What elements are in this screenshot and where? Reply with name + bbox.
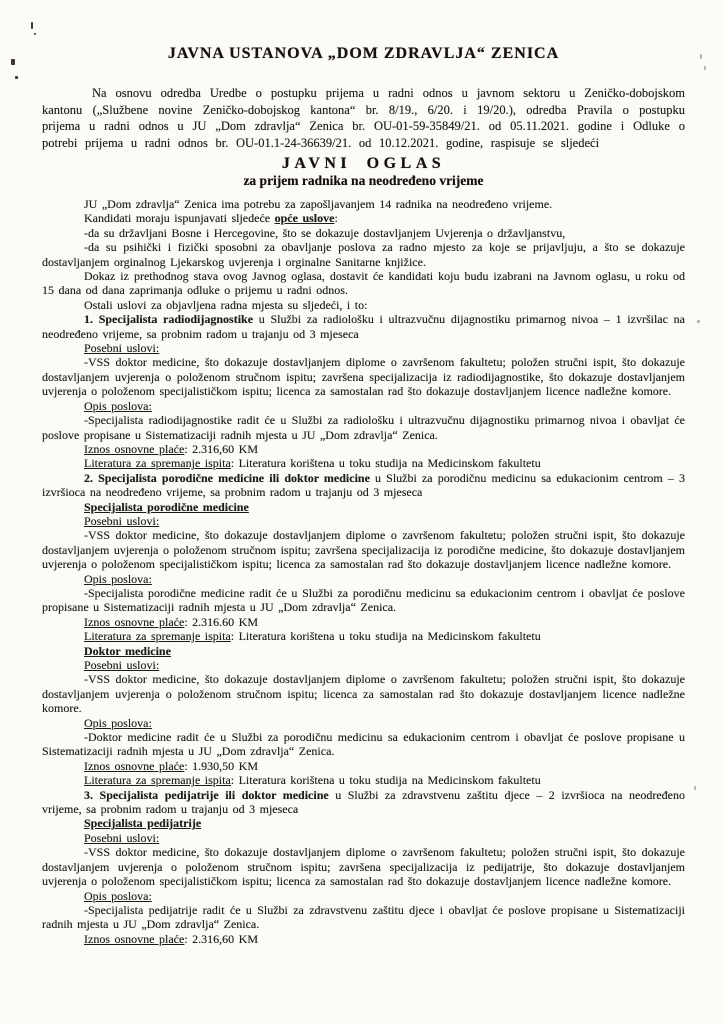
text-segment: u Službi za zdravstvenu zaštitu djece – 2 izvršioca na neodređeno vrijeme, sa probnim radom u trajanju od 3 mjeseca bbox=[42, 787, 685, 817]
text-segment: opće uslove bbox=[274, 211, 335, 226]
paragraph bbox=[42, 500, 685, 514]
paragraph bbox=[42, 730, 685, 759]
paragraph bbox=[42, 471, 685, 500]
paragraph bbox=[42, 716, 685, 730]
text-segment: -da su državljani Bosne i Hercegovine, što se dokazuje dostavljanjem Uvjerenja o državljanstvu, bbox=[84, 225, 566, 240]
text-segment: : Literatura korištena u toku studija na Medicinskom fakultetu bbox=[230, 456, 541, 471]
text-segment: Literatura za spremanje ispita bbox=[84, 456, 231, 471]
text-segment: 2. Specijalista porodične medicine ili doktor medicine bbox=[84, 470, 370, 485]
text-segment: Posebni uslovi: bbox=[84, 341, 160, 356]
paragraph bbox=[42, 889, 685, 903]
text-segment: -Specijalista porodične medicine radit će u Službi za porodičnu medicinu sa edukacionim centrom i obavljat će poslove propisane u Sistematizaciji radnih mjesta u JU „Dom zdravlja“ Zenica. bbox=[42, 585, 685, 615]
text-segment: Opis poslova: bbox=[84, 715, 152, 730]
scan-artifact bbox=[697, 320, 700, 323]
text-segment: -VSS doktor medicine, što dokazuje dostavljanjem diplome o završenom fakultetu; položen stručni ispit, što dokazuje dostavljanjem uvjerenja o položenom stručnom ispitu; licenca za samostalan rad što dokazuje dostavljanjem licence nadležne komore. bbox=[42, 672, 685, 716]
text-segment: : 1.930,50 KM bbox=[184, 758, 258, 773]
text-segment: Specijalista pedijatrije bbox=[84, 816, 202, 831]
paragraph bbox=[42, 932, 685, 946]
paragraph bbox=[42, 788, 685, 817]
scan-artifact bbox=[34, 33, 36, 35]
text-segment: : Literatura korištena u toku studija na Medicinskom fakultetu bbox=[230, 629, 541, 644]
text-segment: : 2.316,60 KM bbox=[184, 441, 258, 456]
text-segment: Ostali uslovi za objavljena radna mjesta su sljedeći, i to: bbox=[84, 297, 368, 312]
paragraph bbox=[42, 572, 685, 586]
scan-artifact bbox=[694, 786, 696, 790]
text-segment: Iznos osnovne plaće bbox=[84, 931, 185, 946]
text-segment: : 2.316,60 KM bbox=[184, 931, 258, 946]
paragraph bbox=[42, 413, 685, 442]
text-segment: Iznos osnovne plaće bbox=[84, 758, 185, 773]
text-segment: : bbox=[334, 211, 338, 226]
text-segment: Iznos osnovne plaće bbox=[84, 441, 185, 456]
text-segment: Opis poslova: bbox=[84, 571, 152, 586]
text-segment: 3. Specijalista pedijatrije ili doktor medicine bbox=[84, 787, 329, 802]
paragraph bbox=[42, 773, 685, 787]
text-segment: Posebni uslovi: bbox=[84, 830, 160, 845]
scan-artifact bbox=[11, 59, 15, 65]
paragraph bbox=[42, 845, 685, 888]
paragraph bbox=[42, 586, 685, 615]
paragraph bbox=[42, 514, 685, 528]
paragraph bbox=[42, 903, 685, 932]
text-segment: u Službi za porodičnu medicinu sa edukacionim centrom – 3 izvršioca na neodređeno vrijeme, sa probnim radom u trajanju od 3 mjeseca bbox=[42, 470, 685, 500]
text-segment: Posebni uslovi: bbox=[84, 513, 160, 528]
paragraph bbox=[42, 399, 685, 413]
text-segment: -Doktor medicine radit će u Službi za porodičnu medicinu sa edukacionim centrom i obavljat će poslove propisane u Sistematizaciji radnih mjesta u JU „Dom zdravlja“ Zenica. bbox=[42, 730, 685, 759]
paragraph bbox=[42, 298, 685, 312]
paragraph bbox=[42, 226, 685, 240]
text-segment: Doktor medicine bbox=[84, 643, 171, 658]
paragraph bbox=[42, 644, 685, 658]
text-segment: 1. Specijalista radiodijagnostike bbox=[84, 312, 254, 327]
text-segment: Opis poslova: bbox=[84, 398, 152, 413]
paragraph bbox=[42, 816, 685, 830]
text-segment: Iznos osnovne plaće bbox=[84, 614, 185, 629]
text-segment: u Službi za radiološku i ultrazvučnu dijagnostiku primarnog nivoa – 1 izvršilac na neodređeno vrijeme, sa probnim radom u trajanju od 3 mjeseca bbox=[42, 312, 685, 341]
text-segment: -Specijalista pedijatrije radit će u Službi za zdravstvenu zaštitu djece i obavljat će poslove propisane u Sistematizaciji radnih mjesta u JU „Dom zdravlja“ Zenica. bbox=[42, 902, 685, 932]
paragraph bbox=[42, 658, 685, 672]
text-segment: -VSS doktor medicine, što dokazuje dostavljanjem diplome o završenom fakultetu; položen stručni ispit, što dokazuje dostavljanjem uvjerenja o položenom stručnom ispitu; završena specijalizacija iz porodične medicine, što dokazuje dostavljanjem uvjerenja o položenom specijalističkom ispitu; licenca za samostalan rad što dokazuje dostavljanjem licence nadležne komore. bbox=[42, 528, 685, 572]
text-segment: Dokaz iz prethodnog stava ovog Javnog oglasa, dostavit će kandidati koju budu izabrani na Javnom oglasu, u roku od 15 dana od dana zaprimanja odluke o prijemu u radni odnos. bbox=[42, 269, 685, 298]
document-content bbox=[42, 0, 685, 946]
text-segment: -VSS doktor medicine, što dokazuje dostavljanjem diplome o završenom fakultetu; položen stručni ispit, što dokazuje dostavljanjem uvjerenja o položenom stručnom ispitu; završena specijalizacija iz radiodijagnostike, što dokazuje dostavljanjem uvjerenja o položenom specijalističkom ispitu; licenca za samostalan rad što dokazuje dostavljanjem licence nadležne komore. bbox=[42, 355, 685, 399]
notice-subheading: za prijem radnika na neodređeno vrijeme bbox=[243, 173, 484, 188]
organization-title: JAVNA USTANOVA „DOM ZDRAVLJA“ ZENICA bbox=[167, 45, 560, 62]
text-segment: -Specijalista radiodijagnostike radit će u Službi za radiološku i ultrazvučnu dijagnostiku primarnog nivoa i obavljat će poslove propisane u Sistematizaciji radnih mjesta u JU „Dom zdravlja“ Zenica. bbox=[42, 413, 685, 442]
paragraph bbox=[42, 456, 685, 470]
intro-paragraph: Na osnovu odredba Uredbe o postupku prijema u radni odnos u javnom sektoru u Zeničko-dobojskom kantonu („Službene novine Zeničko-dobojskog kantona“ br. 8/19., 6/20. i 19/20.), odredba Pravila o postupku prijema u radni odnos u JU „Dom zdravlja“ Zenica br. OU-01-59-35849/21. od 05.11.2021. godine i Odluke o potrebi prijema u radni odnos br. OU-01.1-24-36639/21. od 10.12.2021. godine, raspisuje se sljedeći bbox=[42, 86, 685, 150]
paragraph bbox=[42, 442, 685, 456]
text-segment: Literatura za spremanje ispita bbox=[84, 773, 231, 788]
paragraph bbox=[42, 269, 685, 298]
paragraph bbox=[42, 615, 685, 629]
paragraph bbox=[42, 831, 685, 845]
paragraph bbox=[42, 240, 685, 269]
text-segment: -VSS doktor medicine, što dokazuje dostavljanjem diplome o završenom fakultetu; položen stručni ispit, što dokazuje dostavljanjem uvjerenja o položenom stručnom ispitu; završena specijalizacija iz pedijatrije, što dokazuje dostavljanjem uvjerenja o položenom specijalističkom ispitu; licenca za samostalan rad što dokazuje dostavljanjem licence nadležne komore. bbox=[42, 845, 685, 889]
paragraph bbox=[42, 629, 685, 643]
notice-heading: JAVNI OGLAS bbox=[281, 155, 446, 172]
scan-artifact bbox=[704, 66, 706, 70]
paragraph bbox=[42, 341, 685, 355]
scan-artifact bbox=[15, 76, 18, 79]
text-segment: -da su psihički i fizički sposobni za obavljanje poslova za radno mjesto za koje se prijavljuju, a što se dokazuje dostavljanjem orginalnog Ljekarskog uvjerenja i orginalne Sanitarne knjižice. bbox=[42, 240, 685, 269]
paragraph bbox=[42, 312, 685, 341]
paragraph bbox=[42, 528, 685, 571]
text-segment: : Literatura korištena u toku studija na Medicinskom fakultetu bbox=[230, 773, 541, 788]
text-segment: Opis poslova: bbox=[84, 888, 152, 903]
text-segment: : 2.316.60 KM bbox=[184, 614, 258, 629]
text-segment: Specijalista porodične medicine bbox=[84, 499, 249, 514]
paragraph bbox=[42, 672, 685, 715]
text-segment: Kandidati moraju ispunjavati sljedeće bbox=[84, 211, 275, 226]
scan-artifact bbox=[31, 22, 33, 29]
paragraph bbox=[42, 355, 685, 398]
text-segment: Literatura za spremanje ispita bbox=[84, 629, 231, 644]
text-segment: Posebni uslovi: bbox=[84, 658, 160, 672]
document-body bbox=[42, 197, 685, 946]
scan-artifact bbox=[700, 54, 702, 59]
paragraph bbox=[42, 759, 685, 773]
text-segment: JU „Dom zdravlja“ Zenica ima potrebu za zapošljavanjem 14 radnika na neodređeno vrijeme. bbox=[84, 197, 553, 211]
paragraph bbox=[42, 211, 685, 225]
paragraph bbox=[42, 197, 685, 211]
